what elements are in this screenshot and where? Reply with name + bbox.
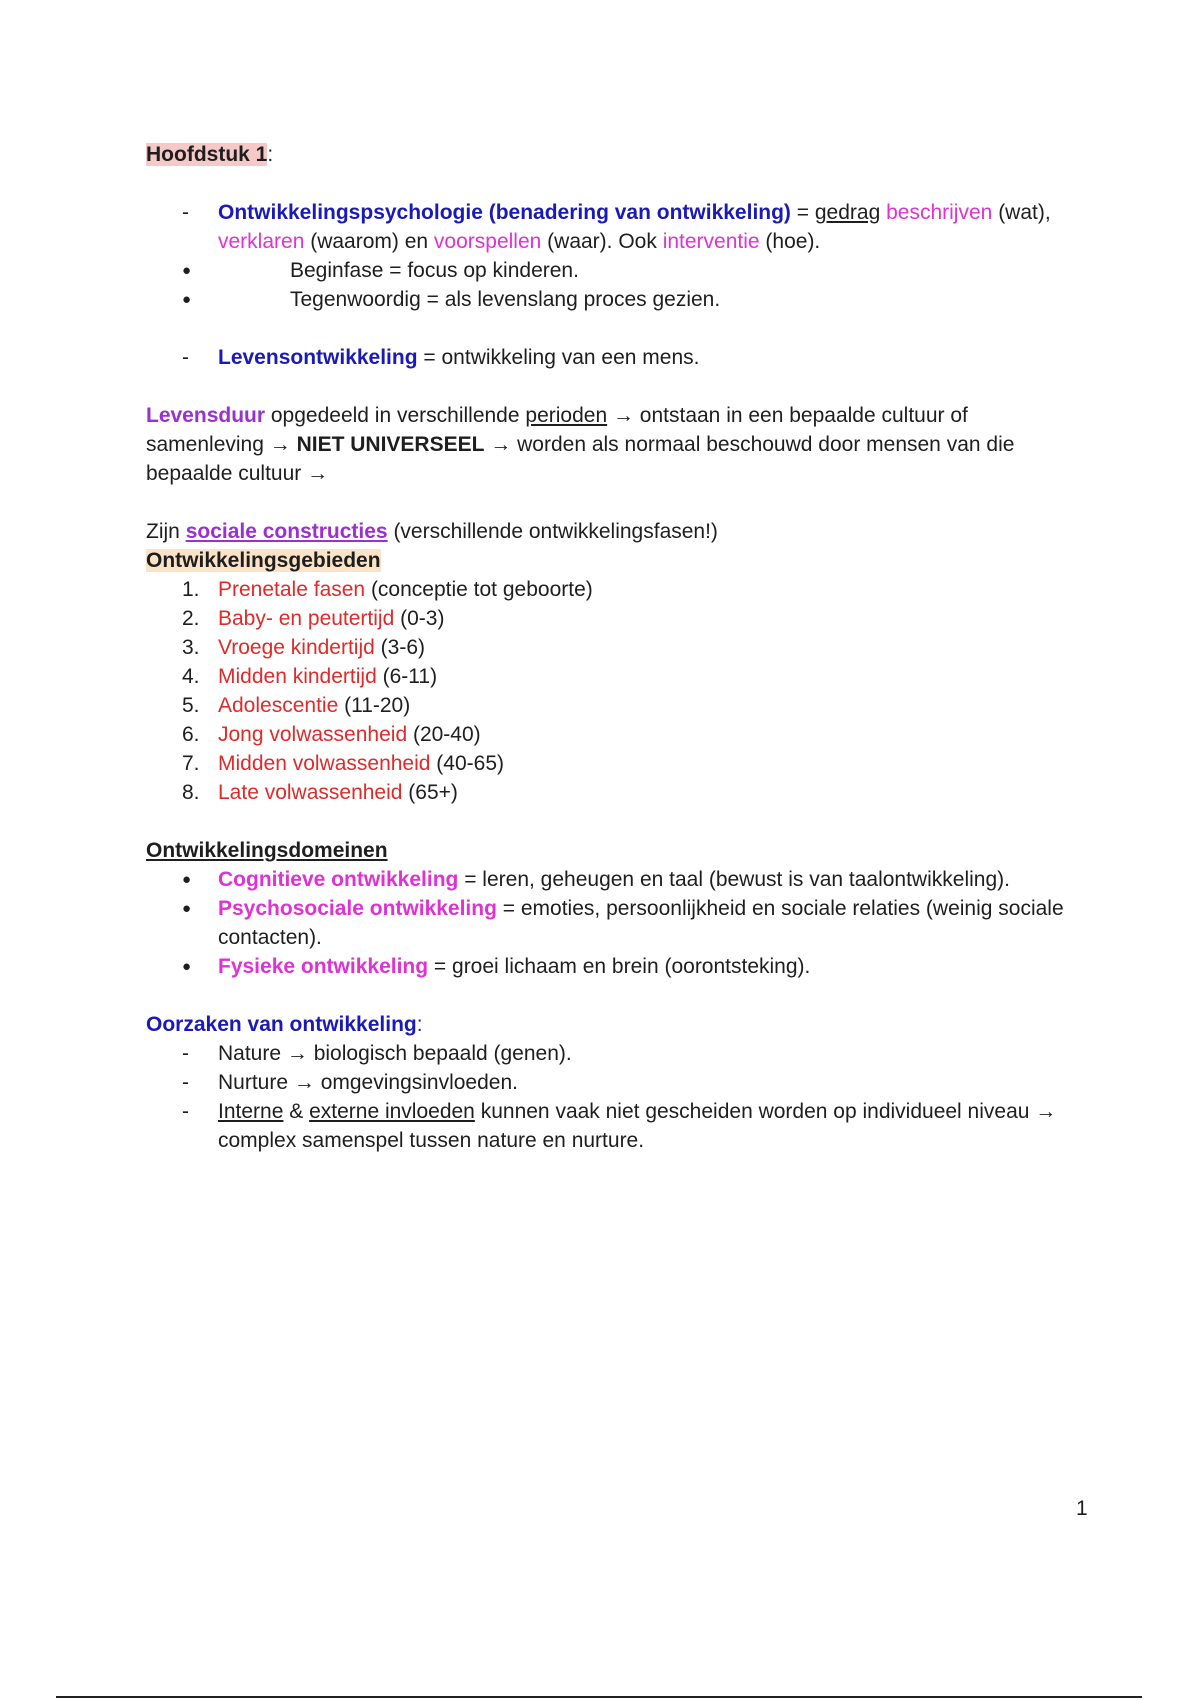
phase-name: Midden volwassenheid [218, 752, 431, 775]
domain-term: Cognitieve ontwikkeling [218, 868, 459, 891]
chapter-heading [146, 140, 1086, 169]
list-item [146, 1097, 1086, 1155]
list-number: 2. [182, 607, 200, 630]
list-item [146, 691, 1086, 720]
list-item [146, 865, 1086, 894]
chapter-title-colon: : [267, 143, 274, 166]
intro-sublist [146, 256, 1086, 314]
term-levensontwikkeling: Levensontwikkeling [218, 346, 418, 369]
text-fragment: → worden als normaal beschouwd door mensen van die bepaalde cultuur → [146, 433, 1015, 485]
list-item [146, 285, 1086, 314]
phase-detail: (6-11) [376, 665, 438, 688]
sociale-constructies-line [146, 517, 1086, 546]
oorzaken-colon: : [416, 1013, 423, 1036]
phase-detail: (40-65) [430, 752, 504, 775]
text-fragment: opgedeeld in verschillende [265, 404, 526, 427]
oorzaken-list [146, 1039, 1086, 1155]
list-number: 4. [182, 665, 200, 688]
list-number: 3. [182, 636, 200, 659]
domain-term: Psychosociale ontwikkeling [218, 897, 497, 920]
text-fragment: → ontstaan in een bepaalde cultuur of samenleving → [146, 404, 968, 456]
list-item [146, 1039, 1086, 1068]
domain-description: = leren, geheugen en taal (bewust is van taalontwikkeling). [458, 868, 1010, 891]
term-verklaren: verklaren [218, 230, 305, 253]
phase-name: Prenetale fasen [218, 578, 366, 601]
document-body [146, 140, 1086, 1155]
list-item [146, 662, 1086, 691]
nature-text: Nature → biologisch bepaald (genen). [218, 1042, 572, 1065]
text-fragment: kunnen vaak niet gescheiden worden op individueel niveau → complex samenspel tussen nature en nurture. [218, 1100, 1057, 1152]
term-interne: Interne [218, 1100, 284, 1123]
list-item [146, 1068, 1086, 1097]
domeinen-list [146, 865, 1086, 981]
list-number: 7. [182, 752, 200, 775]
list-item [146, 256, 1086, 285]
gebieden-heading [146, 546, 1086, 575]
gebieden-list [146, 575, 1086, 807]
term-externe-invloeden: externe invloeden [309, 1100, 475, 1123]
sublist-text: Beginfase = focus op kinderen. [290, 259, 579, 282]
term-voorspellen: voorspellen [433, 230, 542, 253]
phase-name: Late volwassenheid [218, 781, 403, 804]
phase-detail: (65+) [402, 781, 458, 804]
phase-name: Midden kindertijd [218, 665, 377, 688]
term-levensduur: Levensduur [146, 404, 266, 427]
levensduur-paragraph [146, 401, 1086, 488]
domain-description: = emoties, persoonlijkheid en sociale relaties (weinig sociale contacten). [218, 897, 1064, 949]
levensontwikkeling-list [146, 343, 1086, 372]
domeinen-title: Ontwikkelingsdomeinen [146, 839, 388, 862]
phase-detail: (11-20) [338, 694, 411, 717]
list-number: 8. [182, 781, 200, 804]
domain-description: = groei lichaam en brein (oorontsteking). [428, 955, 811, 978]
text-fragment: = [790, 201, 815, 224]
domeinen-heading [146, 836, 1086, 865]
phase-detail: (3-6) [374, 636, 426, 659]
list-item [146, 604, 1086, 633]
text-fragment: (waarom) en [304, 230, 434, 253]
nurture-text: Nurture → omgevingsinvloeden. [218, 1071, 518, 1094]
phase-name: Vroege kindertijd [218, 636, 375, 659]
niet-universeel: NIET UNIVERSEEL [296, 433, 485, 456]
phase-detail: (0-3) [394, 607, 445, 630]
list-item [146, 633, 1086, 662]
phase-detail: (20-40) [407, 723, 481, 746]
term-perioden: perioden [525, 404, 608, 427]
list-item [146, 894, 1086, 952]
list-item [146, 575, 1086, 604]
term-beschrijven: beschrijven [886, 201, 993, 224]
domain-term: Fysieke ontwikkeling [218, 955, 429, 978]
chapter-title: Hoofdstuk 1 [146, 143, 268, 166]
text-fragment: Zijn [146, 520, 186, 543]
term-gedrag: gedrag [814, 201, 881, 224]
text-fragment: & [283, 1100, 310, 1123]
phase-name: Jong volwassenheid [218, 723, 408, 746]
text-fragment: = ontwikkeling van een mens. [417, 346, 700, 369]
intro-list [146, 198, 1086, 314]
phase-name: Adolescentie [218, 694, 339, 717]
list-number: 5. [182, 694, 200, 717]
phase-detail: (conceptie tot geboorte) [365, 578, 593, 601]
list-item [146, 778, 1086, 807]
oorzaken-title: Oorzaken van ontwikkeling [146, 1013, 417, 1036]
gebieden-title: Ontwikkelingsgebieden [146, 549, 381, 572]
list-item [146, 720, 1086, 749]
text-fragment: (wat), [998, 201, 1051, 224]
list-number: 6. [182, 723, 200, 746]
footer-divider [56, 1696, 1142, 1698]
oorzaken-heading [146, 1010, 1086, 1039]
phase-name: Baby- en peutertijd [218, 607, 395, 630]
text-fragment: (hoe). [759, 230, 821, 253]
list-item [146, 343, 1086, 372]
term-ontwikkelingspsychologie: Ontwikkelingspsychologie (benadering van ontwikkeling) [218, 201, 791, 224]
list-item [146, 749, 1086, 778]
sublist-text: Tegenwoordig = als levenslang proces gezien. [290, 288, 721, 311]
text-fragment: (verschillende ontwikkelingsfasen!) [387, 520, 718, 543]
page-number: 1 [1076, 1497, 1088, 1520]
list-item [146, 952, 1086, 981]
text-fragment: (waar). Ook [541, 230, 663, 253]
term-interventie: interventie [662, 230, 760, 253]
list-item [146, 198, 1086, 314]
term-sociale-constructies: sociale constructies [185, 520, 388, 543]
list-number: 1. [182, 578, 200, 601]
